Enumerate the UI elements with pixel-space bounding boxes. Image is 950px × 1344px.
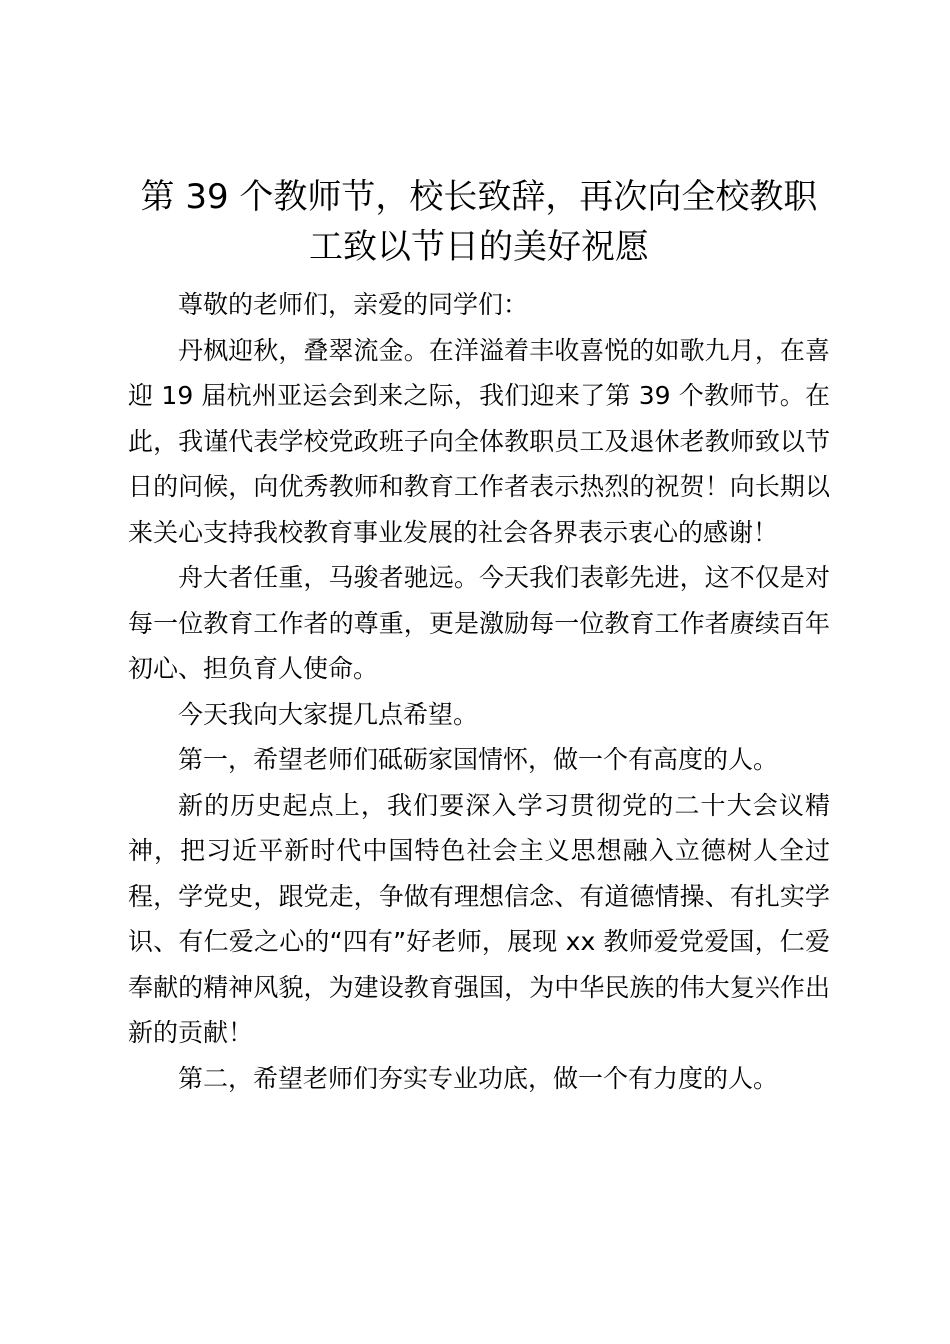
- document-page: [128, 172, 830, 1101]
- paragraph-greeting: 尊敬的老师们，亲爱的同学们：: [178, 290, 529, 319]
- paragraph-hope-first-detail: 新的历史起点上，我们要深入学习贯彻党的二十大会议精神，把习近平新时代中国特色社会主义思想融入立德树人全过程，学党史，跟党走，争做有理想信念、有道德情操、有扎实学识、有仁爱之心的“四有”好老师，展现 xx 教师爱党爱国，仁爱奉献的精神风貌，为建设教育强国，为中华民族的伟大复兴作出新的贡献！: [128, 790, 830, 1047]
- paragraph-opening: 丹枫迎秋，叠翠流金。在洋溢着丰收喜悦的如歌九月，在喜迎 19 届杭州亚运会到来之际，我们迎来了第 39 个教师节。在此，我谨代表学校党政班子向全体教职员工及退休老教师致以节日的问候，向优秀教师和教育工作者表示热烈的祝贺！向长期以来关心支持我校教育事业发展的社会各界表示衷心的感谢！: [128, 335, 830, 547]
- paragraph-hope-second: 第二，希望老师们夯实专业功底，做一个有力度的人。: [178, 1063, 779, 1093]
- paragraph-hope-first: 第一，希望老师们砥砺家国情怀，做一个有高度的人。: [178, 745, 779, 774]
- document-title: 第 39 个教师节，校长致辞，再次向全校教职工致以节日的美好祝愿: [140, 177, 818, 267]
- paragraph-hopes-intro: 今天我向大家提几点希望。: [178, 699, 479, 729]
- paragraph-commendation: 舟大者任重，马骏者驰远。今天我们表彰先进，这不仅是对每一位教育工作者的尊重，更是激励每一位教育工作者赓续百年初心、担负育人使命。: [128, 563, 830, 683]
